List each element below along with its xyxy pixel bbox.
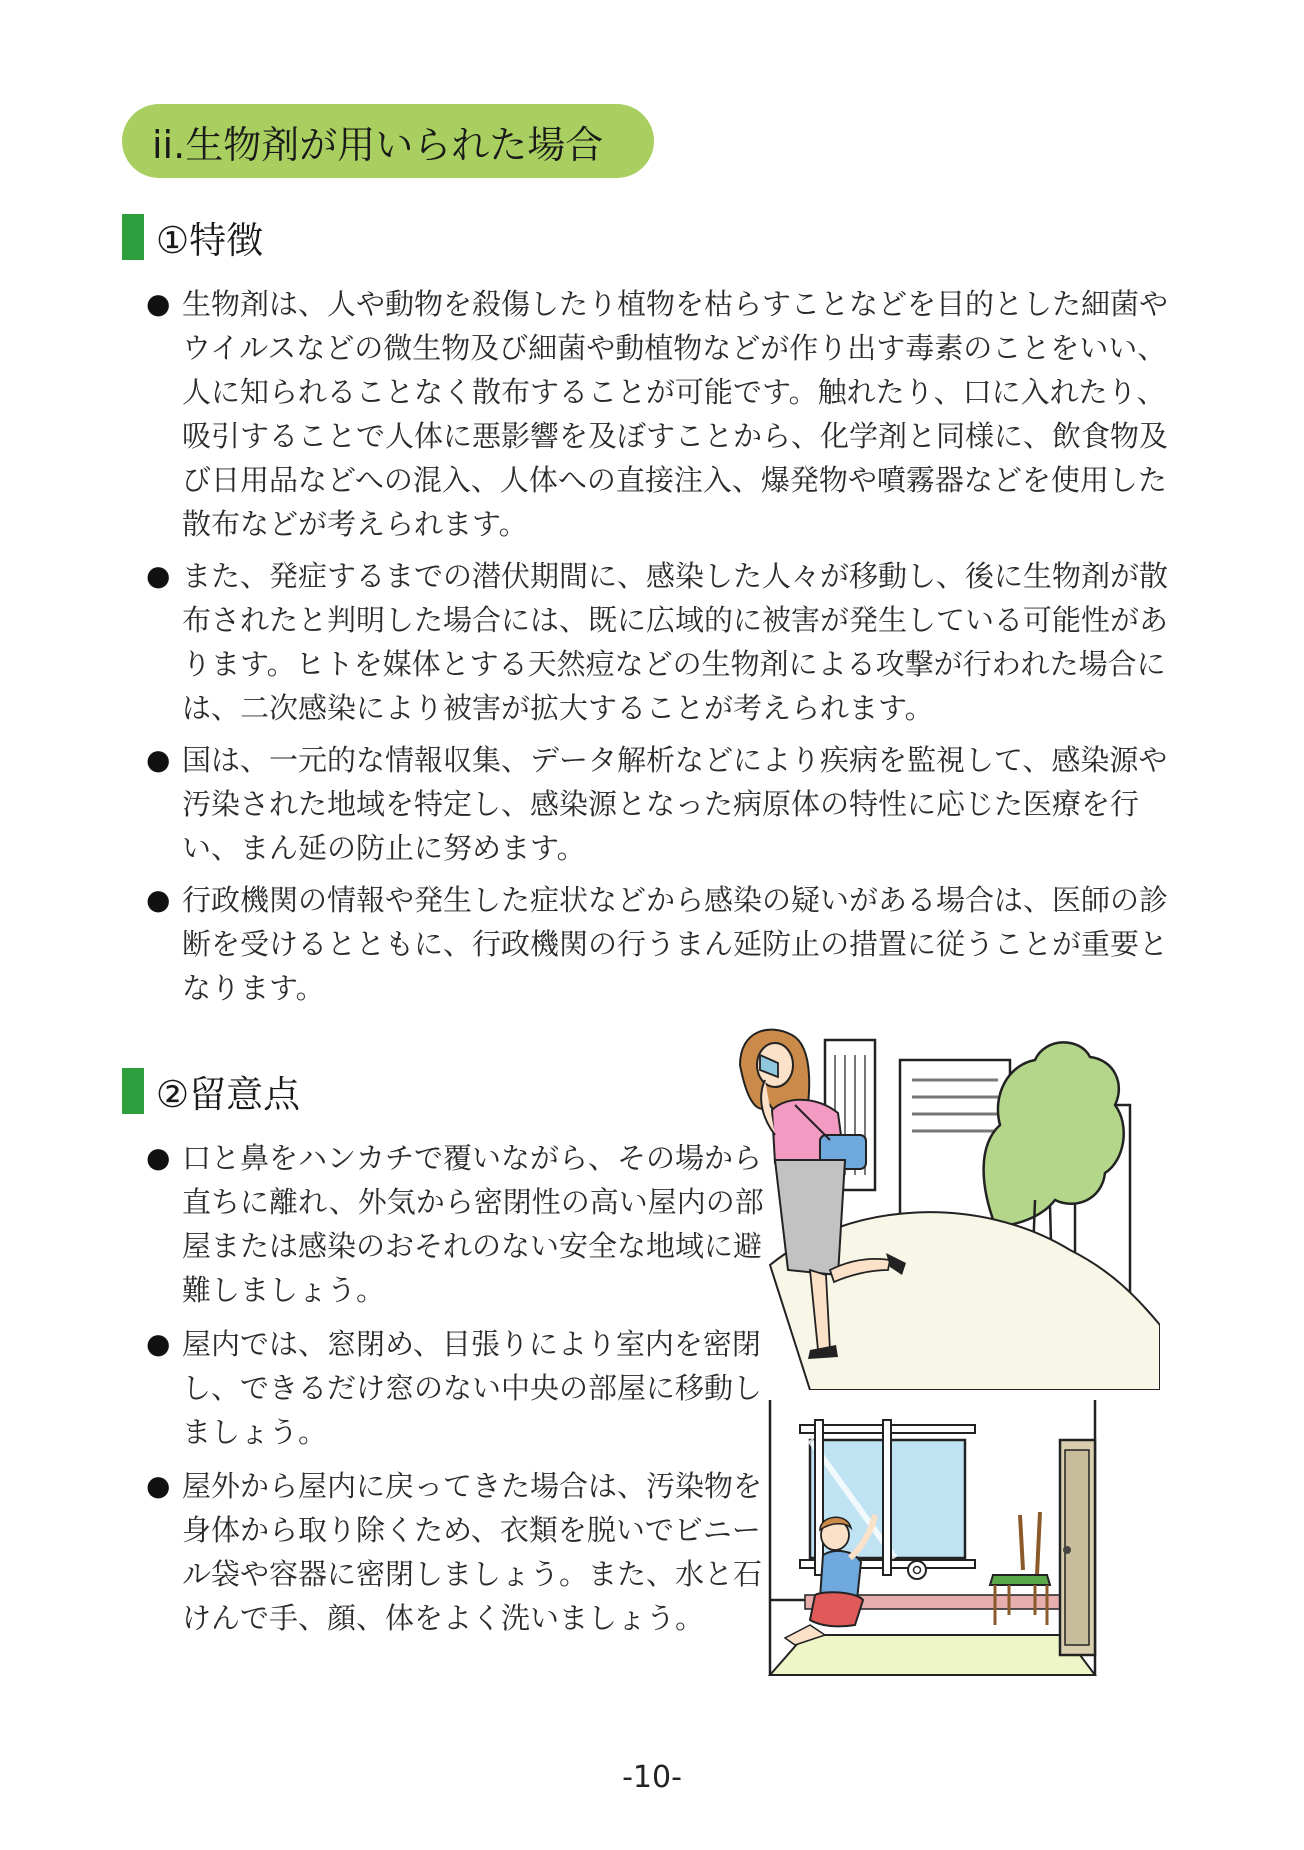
heading-features bbox=[122, 212, 263, 262]
list-item bbox=[146, 738, 1186, 870]
bullet-text: 国は、一元的な情報収集、データ解析などにより疾病を監視して、感染源や汚染された地域を特定し、感染源となった病原体の特性に応じた医療を行い、まん延の防止に努めます。 bbox=[182, 743, 1168, 865]
list-item bbox=[146, 1322, 770, 1454]
notes-list bbox=[146, 1136, 770, 1650]
heading-title: ①特徴 bbox=[156, 219, 264, 262]
page-number: -10- bbox=[622, 1760, 682, 1795]
bullet-icon: ● bbox=[146, 559, 171, 592]
list-item bbox=[146, 878, 1186, 1010]
list-item bbox=[146, 554, 1186, 730]
sealing-window-illustration bbox=[765, 1400, 1125, 1700]
bullet-text: 生物剤は、人や動物を殺傷したり植物を枯らすことなどを目的とした細菌やウイルスなどの微生物及び細菌や動植物などが作り出す毒素のことをいい、人に知られることなく散布することが可能です。触れたり、口に入れたり、吸引することで人体に悪影響を及ぼすことから、化学剤と同様に、飲食物及び日用品などへの混入、人体への直接注入、爆発物や噴霧器などを使用した散布などが考えられます。 bbox=[182, 287, 1169, 541]
bullet-icon: ● bbox=[146, 1141, 171, 1174]
section-banner bbox=[122, 104, 654, 178]
list-item bbox=[146, 282, 1186, 546]
bullet-icon: ● bbox=[146, 1469, 171, 1502]
bullet-icon: ● bbox=[146, 287, 171, 320]
heading-notes bbox=[122, 1066, 300, 1116]
bullet-text: 屋内では、窓閉め、目張りにより室内を密閉し、できるだけ窓のない中央の部屋に移動しましょう。 bbox=[182, 1327, 763, 1449]
heading-bar bbox=[122, 214, 144, 260]
bullet-icon: ● bbox=[146, 883, 171, 916]
list-item bbox=[146, 1464, 770, 1640]
heading-bar bbox=[122, 1068, 144, 1114]
banner-title: ii.生物剤が用いられた場合 bbox=[152, 122, 604, 167]
heading-title: ②留意点 bbox=[156, 1073, 301, 1116]
features-list bbox=[146, 282, 1186, 1018]
bullet-icon: ● bbox=[146, 743, 171, 776]
list-item bbox=[146, 1136, 770, 1312]
evacuating-woman-illustration bbox=[730, 995, 1160, 1390]
bullet-text: 口と鼻をハンカチで覆いながら、その場から直ちに離れ、外気から密閉性の高い屋内の部屋または感染のおそれのない安全な地域に避難しましょう。 bbox=[182, 1141, 764, 1307]
bullet-text: 屋外から屋内に戻ってきた場合は、汚染物を身体から取り除くため、衣類を脱いでビニール袋や容器に密閉しましょう。また、水と石けんで手、顔、体をよく洗いましょう。 bbox=[182, 1469, 763, 1635]
bullet-text: また、発症するまでの潜伏期間に、感染した人々が移動し、後に生物剤が散布されたと判明した場合には、既に広域的に被害が発生している可能性があります。ヒトを媒体とする天然痘などの生物剤による攻撃が行われた場合には、二次感染により被害が拡大することが考えられます。 bbox=[182, 559, 1169, 725]
bullet-icon: ● bbox=[146, 1327, 171, 1360]
bullet-text: 行政機関の情報や発生した症状などから感染の疑いがある場合は、医師の診断を受けるとともに、行政機関の行うまん延防止の措置に従うことが重要となります。 bbox=[182, 883, 1169, 1005]
